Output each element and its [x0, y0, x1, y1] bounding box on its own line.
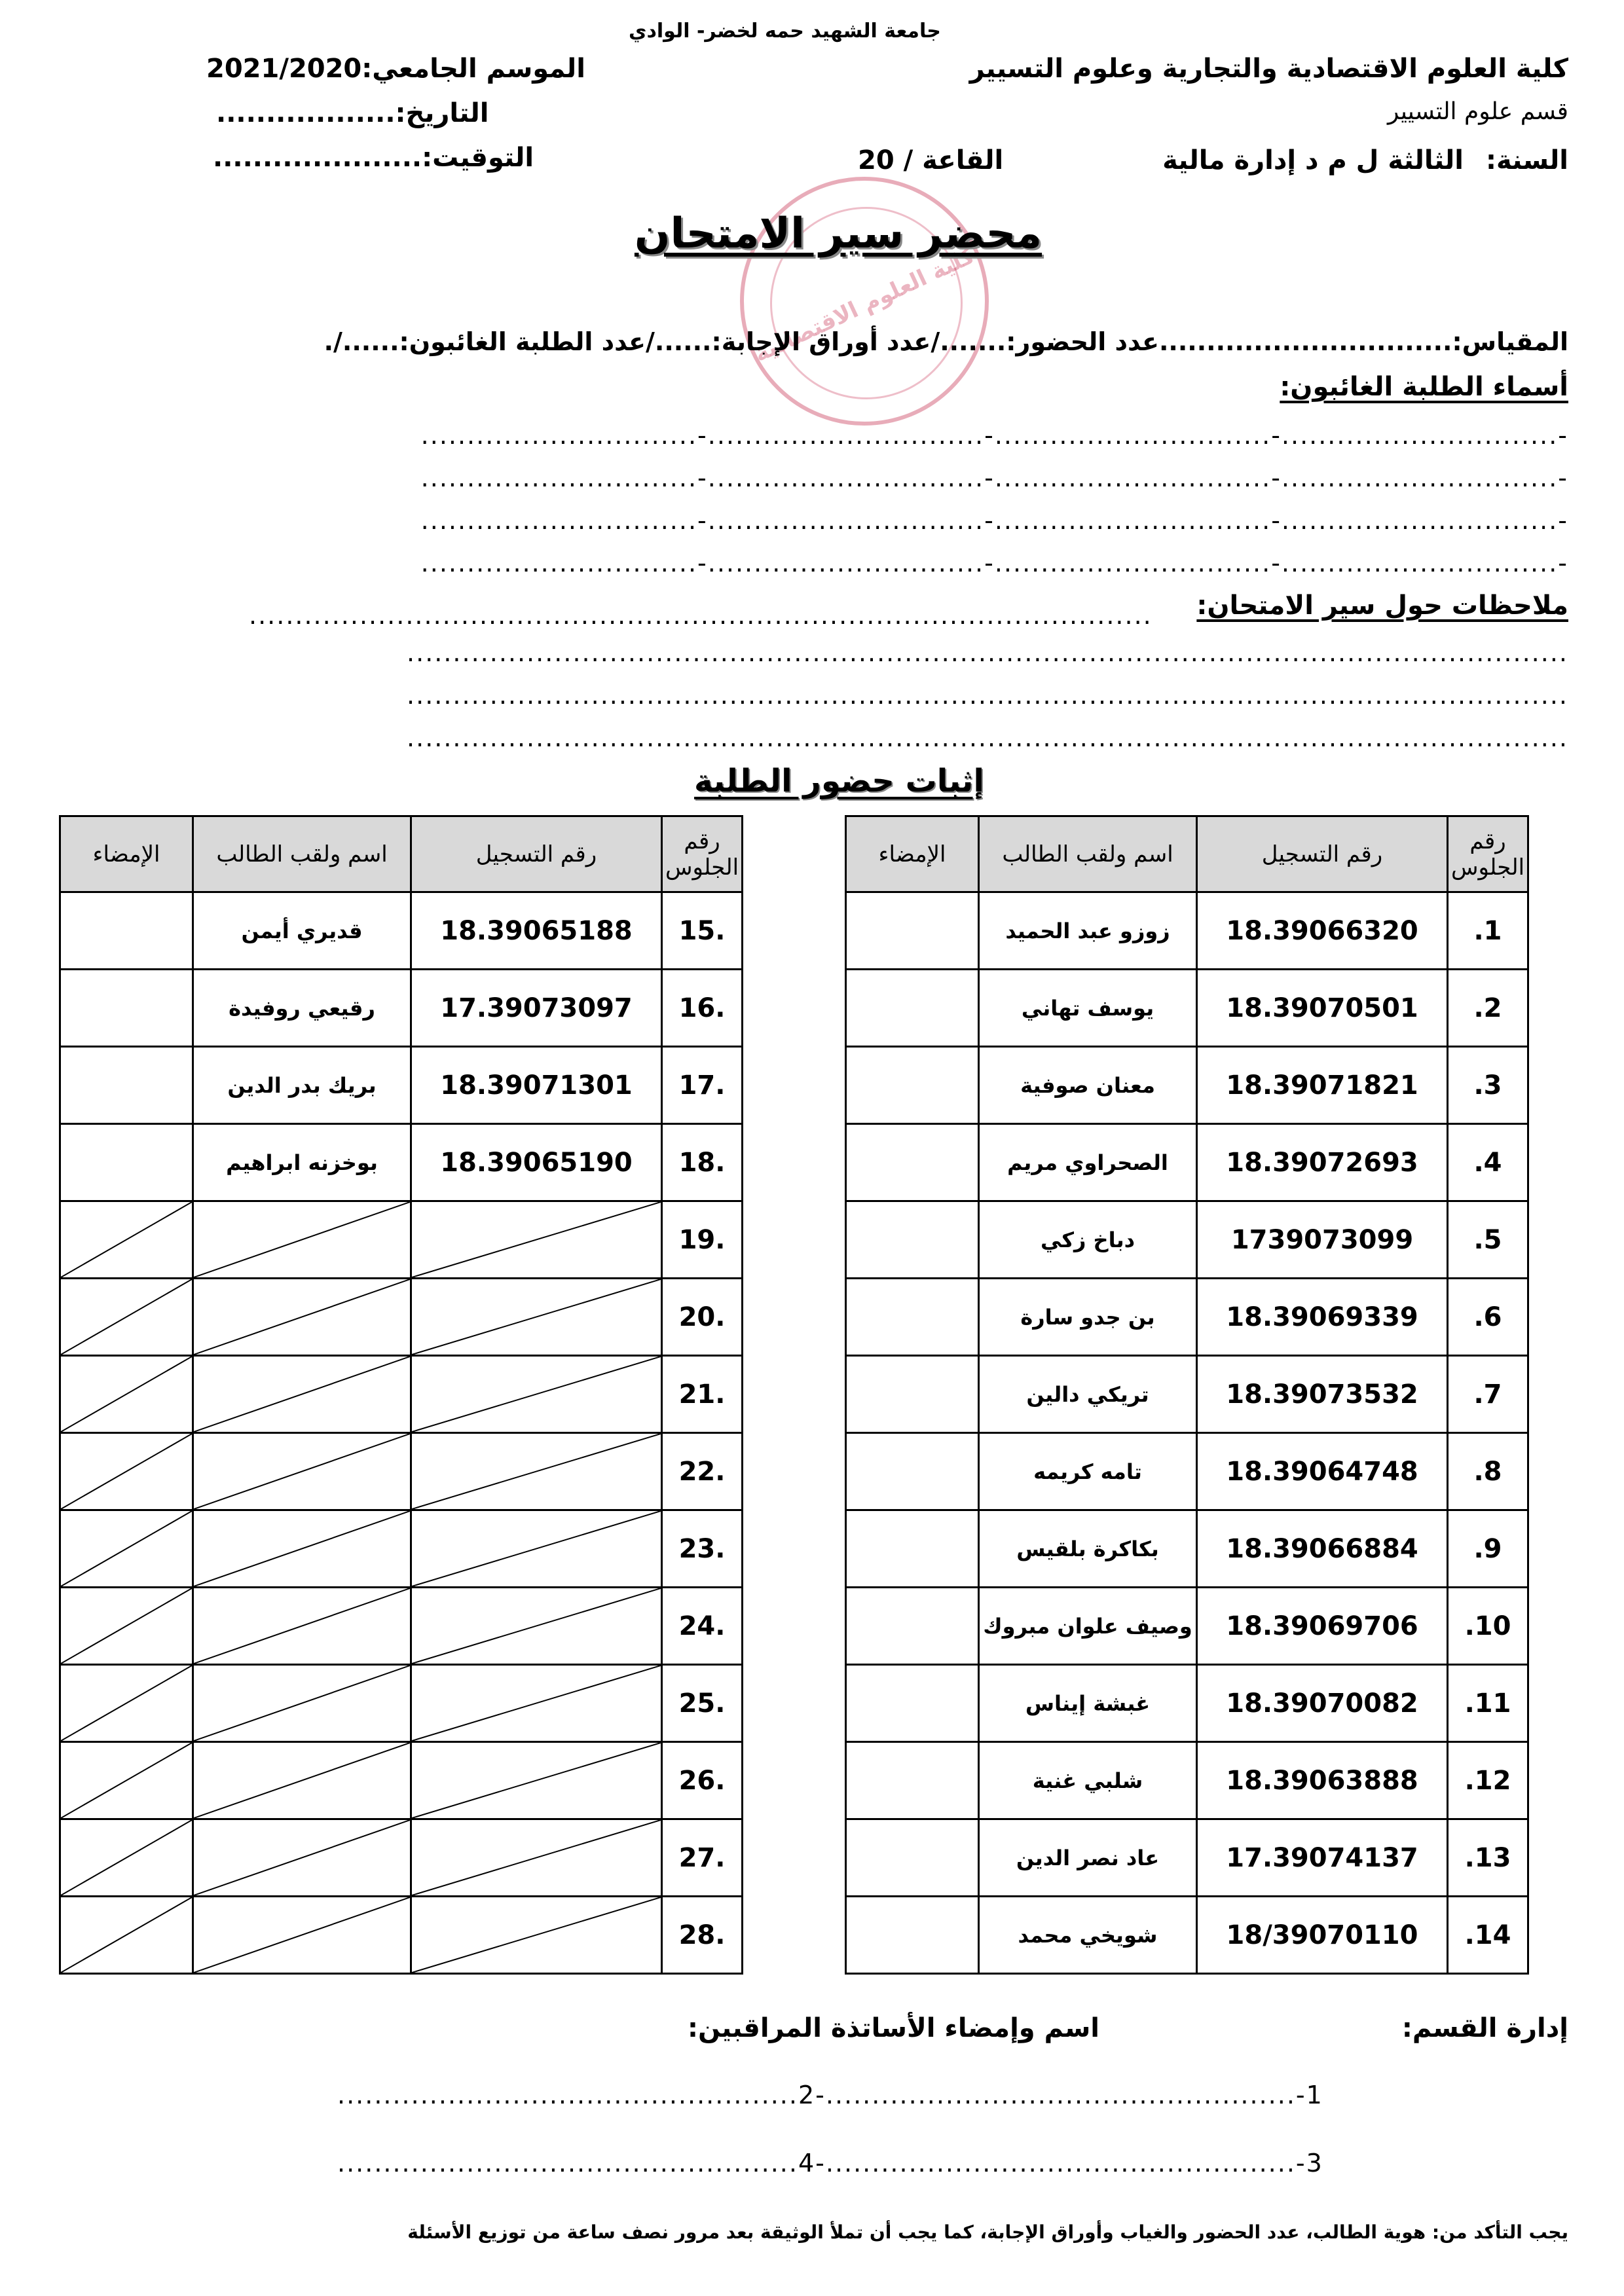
department-name: قسم علوم التسيير	[1388, 98, 1568, 125]
table-row	[60, 1665, 743, 1742]
signature-cell	[60, 1201, 193, 1279]
absent-line-3: -..............................-..............................-..............................-..............................	[420, 506, 1568, 535]
seat-cell: 4.	[1448, 1124, 1528, 1201]
signature-cell	[60, 1588, 193, 1665]
strike-line	[412, 1820, 661, 1895]
table-row	[60, 1356, 743, 1433]
table-row	[60, 1897, 743, 1974]
table-row	[846, 1819, 1528, 1897]
strike-line	[412, 1897, 661, 1973]
strike-line	[61, 1511, 192, 1586]
strike-line	[412, 1743, 661, 1818]
strike-line	[194, 1511, 410, 1586]
student-name-cell: معنان صوفية	[979, 1047, 1197, 1124]
student-name-cell: يوسف تهاني	[979, 970, 1197, 1047]
page-title: محضر سير الامتحان	[634, 210, 1043, 258]
strike-line	[61, 1202, 192, 1277]
absent-heading: أسماء الطلبة الغائبون:	[1280, 372, 1568, 402]
proctors-label: اسم وإمضاء الأساتذة المراقبين:	[688, 2013, 1099, 2043]
seat-cell: .16	[662, 970, 743, 1047]
registration-cell: 18.39063888	[1197, 1742, 1448, 1819]
student-name-cell: تريكي دالين	[979, 1356, 1197, 1433]
table-row	[846, 892, 1528, 970]
strike-diagonal	[412, 1357, 661, 1432]
student-name-cell	[193, 1356, 411, 1433]
registration-cell	[411, 1897, 662, 1974]
registration-cell: 18.39065188	[411, 892, 662, 970]
student-name-cell	[193, 1897, 411, 1974]
header-reg: رقم التسجيل	[1197, 816, 1448, 892]
strike-diagonal	[194, 1588, 410, 1664]
strike-line	[61, 1357, 192, 1432]
student-name-cell	[193, 1742, 411, 1819]
remarks-line-2: ..............................................................................................................................	[407, 638, 1568, 667]
header-name: اسم ولقب الطالب	[193, 816, 411, 892]
table-row	[846, 1047, 1528, 1124]
table-row	[846, 1742, 1528, 1819]
signature-cell	[846, 1279, 979, 1356]
strike-diagonal	[412, 1743, 661, 1818]
signature-cell	[60, 1279, 193, 1356]
signature-cell	[846, 1201, 979, 1279]
strike-line	[194, 1434, 410, 1509]
strike-diagonal	[61, 1897, 192, 1973]
strike-line	[61, 1743, 192, 1818]
year-label: السنة:	[1485, 145, 1568, 175]
seat-cell: .27	[662, 1819, 743, 1897]
strike-line	[61, 1820, 192, 1895]
registration-cell: 18.39070082	[1197, 1665, 1448, 1742]
strike-diagonal	[412, 1511, 661, 1586]
registration-cell: 18.39069339	[1197, 1279, 1448, 1356]
time-field: التوقيت:.....................	[213, 143, 534, 173]
strike-line	[412, 1202, 661, 1277]
seat-cell: 12.	[1448, 1742, 1528, 1819]
student-name-cell: بريك بدر الدين	[193, 1047, 411, 1124]
strike-diagonal	[194, 1434, 410, 1509]
absent-line-2: -..............................-..............................-..............................-..............................	[420, 464, 1568, 492]
header-reg: رقم التسجيل	[411, 816, 662, 892]
registration-cell: 18.39070501	[1197, 970, 1448, 1047]
strike-line	[412, 1666, 661, 1741]
table-header-row	[60, 816, 743, 892]
registration-cell: 18.39069706	[1197, 1588, 1448, 1665]
attendance-table-left	[59, 815, 743, 1975]
strike-line	[194, 1820, 410, 1895]
strike-diagonal	[194, 1357, 410, 1432]
signature-cell	[60, 1897, 193, 1974]
student-name-cell	[193, 1279, 411, 1356]
signature-cell	[60, 1819, 193, 1897]
student-name-cell: بكاكرة بلقيس	[979, 1510, 1197, 1588]
header-seat: رقم الجلوس	[1448, 816, 1528, 892]
strike-diagonal	[412, 1202, 661, 1277]
remarks-line-1: ..................................................................................................	[249, 601, 1153, 630]
table-row	[846, 1665, 1528, 1742]
registration-cell: 17.39074137	[1197, 1819, 1448, 1897]
strike-line	[412, 1279, 661, 1355]
registration-cell	[411, 1742, 662, 1819]
seat-cell: 10.	[1448, 1588, 1528, 1665]
table-row	[60, 1742, 743, 1819]
student-name-cell	[193, 1665, 411, 1742]
department-admin-label: إدارة القسم:	[1401, 2013, 1568, 2043]
strike-line	[412, 1357, 661, 1432]
seat-cell: 8.	[1448, 1433, 1528, 1510]
seat-cell: 2.	[1448, 970, 1528, 1047]
seat-cell: 7.	[1448, 1356, 1528, 1433]
seat-cell: 11.	[1448, 1665, 1528, 1742]
signature-cell	[846, 1510, 979, 1588]
strike-line	[194, 1357, 410, 1432]
table-row	[846, 970, 1528, 1047]
strike-line	[194, 1588, 410, 1664]
date-field: التاريخ:..................	[216, 98, 489, 128]
module-line: المقياس:...............................عدد الحضور:......./عدد أوراق الإجابة:....../عدد الطلبة الغائبون:....../.	[323, 327, 1568, 356]
seat-cell: .17	[662, 1047, 743, 1124]
seat-cell: .23	[662, 1510, 743, 1588]
seat-cell: .22	[662, 1433, 743, 1510]
student-name-cell: رقيعي روفيدة	[193, 970, 411, 1047]
student-name-cell: بن جدو سارة	[979, 1279, 1197, 1356]
table-header-row	[846, 816, 1528, 892]
student-name-cell: تامه كريمه	[979, 1433, 1197, 1510]
seat-cell: .20	[662, 1279, 743, 1356]
strike-line	[61, 1434, 192, 1509]
strike-diagonal	[61, 1511, 192, 1586]
strike-line	[61, 1666, 192, 1741]
strike-diagonal	[412, 1588, 661, 1664]
table-row	[60, 1433, 743, 1510]
strike-diagonal	[194, 1511, 410, 1586]
table-row	[60, 892, 743, 970]
student-name-cell	[193, 1433, 411, 1510]
seat-cell: .19	[662, 1201, 743, 1279]
student-name-cell: زوزو عبد الحميد	[979, 892, 1197, 970]
strike-diagonal	[61, 1357, 192, 1432]
strike-diagonal	[412, 1820, 661, 1895]
strike-diagonal	[412, 1897, 661, 1973]
signature-cell	[846, 970, 979, 1047]
signature-cell	[846, 1433, 979, 1510]
student-name-cell: شويخي محمد	[979, 1897, 1197, 1974]
registration-cell	[411, 1433, 662, 1510]
strike-line	[61, 1588, 192, 1664]
registration-cell: 18/39070110	[1197, 1897, 1448, 1974]
table-row	[60, 1201, 743, 1279]
registration-cell	[411, 1356, 662, 1433]
strike-line	[412, 1588, 661, 1664]
header-name: اسم ولقب الطالب	[979, 816, 1197, 892]
proctor-line-2: 3-...................................................-4..................................................	[337, 2149, 1323, 2178]
strike-line	[61, 1279, 192, 1355]
remarks-line-3: ..............................................................................................................................	[407, 681, 1568, 710]
registration-cell	[411, 1279, 662, 1356]
seat-cell: 1.	[1448, 892, 1528, 970]
signature-cell	[846, 1897, 979, 1974]
student-name-cell	[193, 1201, 411, 1279]
signature-cell	[846, 1047, 979, 1124]
student-name-cell: وصيف علوان مبروك	[979, 1588, 1197, 1665]
strike-diagonal	[61, 1588, 192, 1664]
signature-cell	[846, 1742, 979, 1819]
strike-diagonal	[61, 1743, 192, 1818]
student-name-cell	[193, 1510, 411, 1588]
absent-line-1: -..............................-..............................-..............................-..............................	[420, 421, 1568, 450]
seat-cell: 6.	[1448, 1279, 1528, 1356]
registration-cell: 18.39072693	[1197, 1124, 1448, 1201]
signature-cell	[846, 892, 979, 970]
seat-cell: .15	[662, 892, 743, 970]
seat-cell: .18	[662, 1124, 743, 1201]
registration-cell	[411, 1510, 662, 1588]
seat-cell: .24	[662, 1588, 743, 1665]
attendance-heading: إثبات حضور الطلبة	[694, 763, 984, 799]
stamp-text: كلية العلوم الاقتصادية	[750, 242, 979, 368]
room-number: القاعة / 20	[858, 145, 1004, 175]
seat-cell: 5.	[1448, 1201, 1528, 1279]
signature-cell	[60, 1047, 193, 1124]
registration-cell	[411, 1665, 662, 1742]
registration-cell: 18.39066320	[1197, 892, 1448, 970]
seat-cell: .21	[662, 1356, 743, 1433]
registration-cell: 18.39065190	[411, 1124, 662, 1201]
student-name-cell: الصحراوي مريم	[979, 1124, 1197, 1201]
student-name-cell: بوخزنه ابراهيم	[193, 1124, 411, 1201]
seat-cell: 9.	[1448, 1510, 1528, 1588]
strike-diagonal	[194, 1743, 410, 1818]
strike-line	[61, 1897, 192, 1973]
strike-line	[412, 1434, 661, 1509]
student-name-cell	[193, 1588, 411, 1665]
strike-diagonal	[412, 1279, 661, 1355]
strike-line	[194, 1202, 410, 1277]
academic-season: الموسم الجامعي:2021/2020	[206, 54, 585, 84]
header-seat: رقم الجلوس	[662, 816, 743, 892]
strike-diagonal	[61, 1202, 192, 1277]
student-name-cell: شلبي غنية	[979, 1742, 1197, 1819]
signature-cell	[60, 1665, 193, 1742]
registration-cell: 17.39073097	[411, 970, 662, 1047]
table-row	[60, 1510, 743, 1588]
table-row	[846, 1124, 1528, 1201]
strike-line	[194, 1897, 410, 1973]
registration-cell	[411, 1588, 662, 1665]
table-row	[846, 1897, 1528, 1974]
table-row	[60, 1279, 743, 1356]
year-value: الثالثة ل م د إدارة مالية	[1162, 145, 1464, 175]
strike-line	[412, 1511, 661, 1586]
strike-diagonal	[194, 1202, 410, 1277]
seat-cell: 3.	[1448, 1047, 1528, 1124]
signature-cell	[60, 892, 193, 970]
header-signature: الإمضاء	[60, 816, 193, 892]
attendance-table-right	[845, 815, 1529, 1975]
university-name: جامعة الشهيد حمه لخضر- الوادي	[629, 20, 941, 43]
strike-diagonal	[61, 1279, 192, 1355]
signature-cell	[846, 1124, 979, 1201]
student-name-cell: غبشة إيناس	[979, 1665, 1197, 1742]
seat-cell: 14.	[1448, 1897, 1528, 1974]
table-row	[60, 1124, 743, 1201]
strike-diagonal	[194, 1279, 410, 1355]
student-name-cell: عاد نصر الدين	[979, 1819, 1197, 1897]
registration-cell	[411, 1819, 662, 1897]
table-row	[60, 1819, 743, 1897]
registration-cell: 18.39073532	[1197, 1356, 1448, 1433]
signature-cell	[60, 970, 193, 1047]
strike-diagonal	[61, 1434, 192, 1509]
strike-diagonal	[194, 1666, 410, 1741]
seat-cell: .25	[662, 1665, 743, 1742]
table-row	[60, 970, 743, 1047]
signature-cell	[60, 1433, 193, 1510]
registration-cell: 18.39071301	[411, 1047, 662, 1124]
remarks-line-4: ..............................................................................................................................	[407, 723, 1568, 752]
signature-cell	[60, 1124, 193, 1201]
registration-cell: 18.39066884	[1197, 1510, 1448, 1588]
table-row	[846, 1201, 1528, 1279]
header-signature: الإمضاء	[846, 816, 979, 892]
student-name-cell: دباخ زكي	[979, 1201, 1197, 1279]
faculty-name: كلية العلوم الاقتصادية والتجارية وعلوم التسيير	[969, 54, 1568, 84]
table-row	[846, 1279, 1528, 1356]
strike-line	[194, 1743, 410, 1818]
signature-cell	[60, 1356, 193, 1433]
student-name-cell	[193, 1819, 411, 1897]
signature-cell	[846, 1665, 979, 1742]
signature-cell	[60, 1510, 193, 1588]
seat-cell: .26	[662, 1742, 743, 1819]
table-row	[846, 1510, 1528, 1588]
table-row	[60, 1047, 743, 1124]
registration-cell: 18.39064748	[1197, 1433, 1448, 1510]
registration-cell: 18.39071821	[1197, 1047, 1448, 1124]
strike-diagonal	[194, 1820, 410, 1895]
strike-line	[194, 1279, 410, 1355]
signature-cell	[846, 1356, 979, 1433]
strike-diagonal	[61, 1820, 192, 1895]
table-row	[60, 1588, 743, 1665]
seat-cell: .28	[662, 1897, 743, 1974]
signature-cell	[60, 1742, 193, 1819]
strike-diagonal	[412, 1434, 661, 1509]
seat-cell: 13.	[1448, 1819, 1528, 1897]
signature-cell	[846, 1819, 979, 1897]
table-row	[846, 1588, 1528, 1665]
registration-cell	[411, 1201, 662, 1279]
student-name-cell: قديري أيمن	[193, 892, 411, 970]
strike-line	[194, 1666, 410, 1741]
remarks-heading: ملاحظات حول سير الامتحان:	[1196, 591, 1568, 621]
signature-cell	[846, 1588, 979, 1665]
table-row	[846, 1356, 1528, 1433]
strike-diagonal	[412, 1666, 661, 1741]
strike-diagonal	[194, 1897, 410, 1973]
registration-cell: 1739073099	[1197, 1201, 1448, 1279]
table-row	[846, 1433, 1528, 1510]
footer-note: يجب التأكد من: هوية الطالب، عدد الحضور والغياب وأوراق الإجابة، كما يجب أن تملأ الوثيقة بعد مرور نصف ساعة من توزيع الأسئلة	[407, 2221, 1568, 2243]
absent-line-4: -..............................-..............................-..............................-..............................	[420, 549, 1568, 577]
proctor-line-1: 1-...................................................-2..................................................	[337, 2081, 1323, 2109]
strike-diagonal	[61, 1666, 192, 1741]
